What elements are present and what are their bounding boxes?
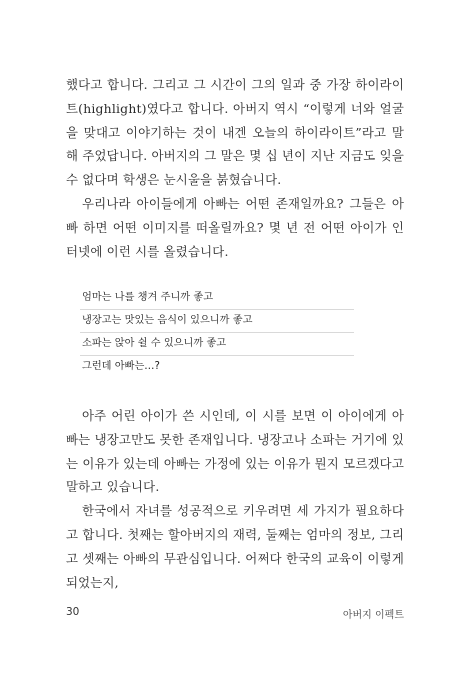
poem-line: 그런데 아빠는…?: [82, 361, 160, 372]
top-text-block: [66, 73, 404, 263]
running-title: 아버지 이펙트: [342, 610, 404, 621]
poem-line: 냉장고는 맛있는 음식이 있으니까 좋고: [80, 310, 354, 333]
paragraph: 우리나라 아이들에게 아빠는 어떤 존재일까요? 그들은 아빠 하면 어떤 이미지를 떠올릴까요? 몇 년 전 어떤 아이가 인터넷에 이런 시를 올렸습니다.: [66, 195, 404, 259]
page-number: 30: [66, 606, 80, 618]
paragraph: 한국에서 자녀를 성공적으로 키우려면 세 가지가 필요하다고 합니다. 첫째는 할아버지의 재력, 둘째는 엄마의 정보, 그리고 셋째는 아빠의 무관심입니다. 어쩌다 한국의 교육이 이렇게 되었는지,: [66, 503, 404, 590]
poem-line: 소파는 앉아 쉴 수 있으니까 좋고: [80, 333, 354, 356]
bottom-text-block: [66, 404, 404, 594]
poem-line: 엄마는 나를 챙겨 주니까 좋고: [80, 287, 354, 310]
paragraph: 아주 어린 아이가 쓴 시인데, 이 시를 보면 이 아이에게 아빠는 냉장고만도 못한 존재입니다. 냉장고나 소파는 거기에 있는 이유가 있는데 아빠는 가정에 있는 이유가 뭔지 모르겠다고 말하고 있습니다.: [66, 408, 404, 495]
quoted-poem: [80, 287, 354, 379]
paragraph: 했다고 합니다. 그리고 그 시간이 그의 일과 중 가장 하이라이트(highlight)였다고 합니다. 아버지 역시 “이렇게 너와 얼굴을 맞대고 이야기하는 것이 내겐 오늘의 하이라이트”라고 말해 주었답니다. 아버지의 그 말은 몇 십 년이 지난 지금도 잊을 수 없다며 학생은 눈시울을 붉혔습니다.: [66, 77, 404, 188]
